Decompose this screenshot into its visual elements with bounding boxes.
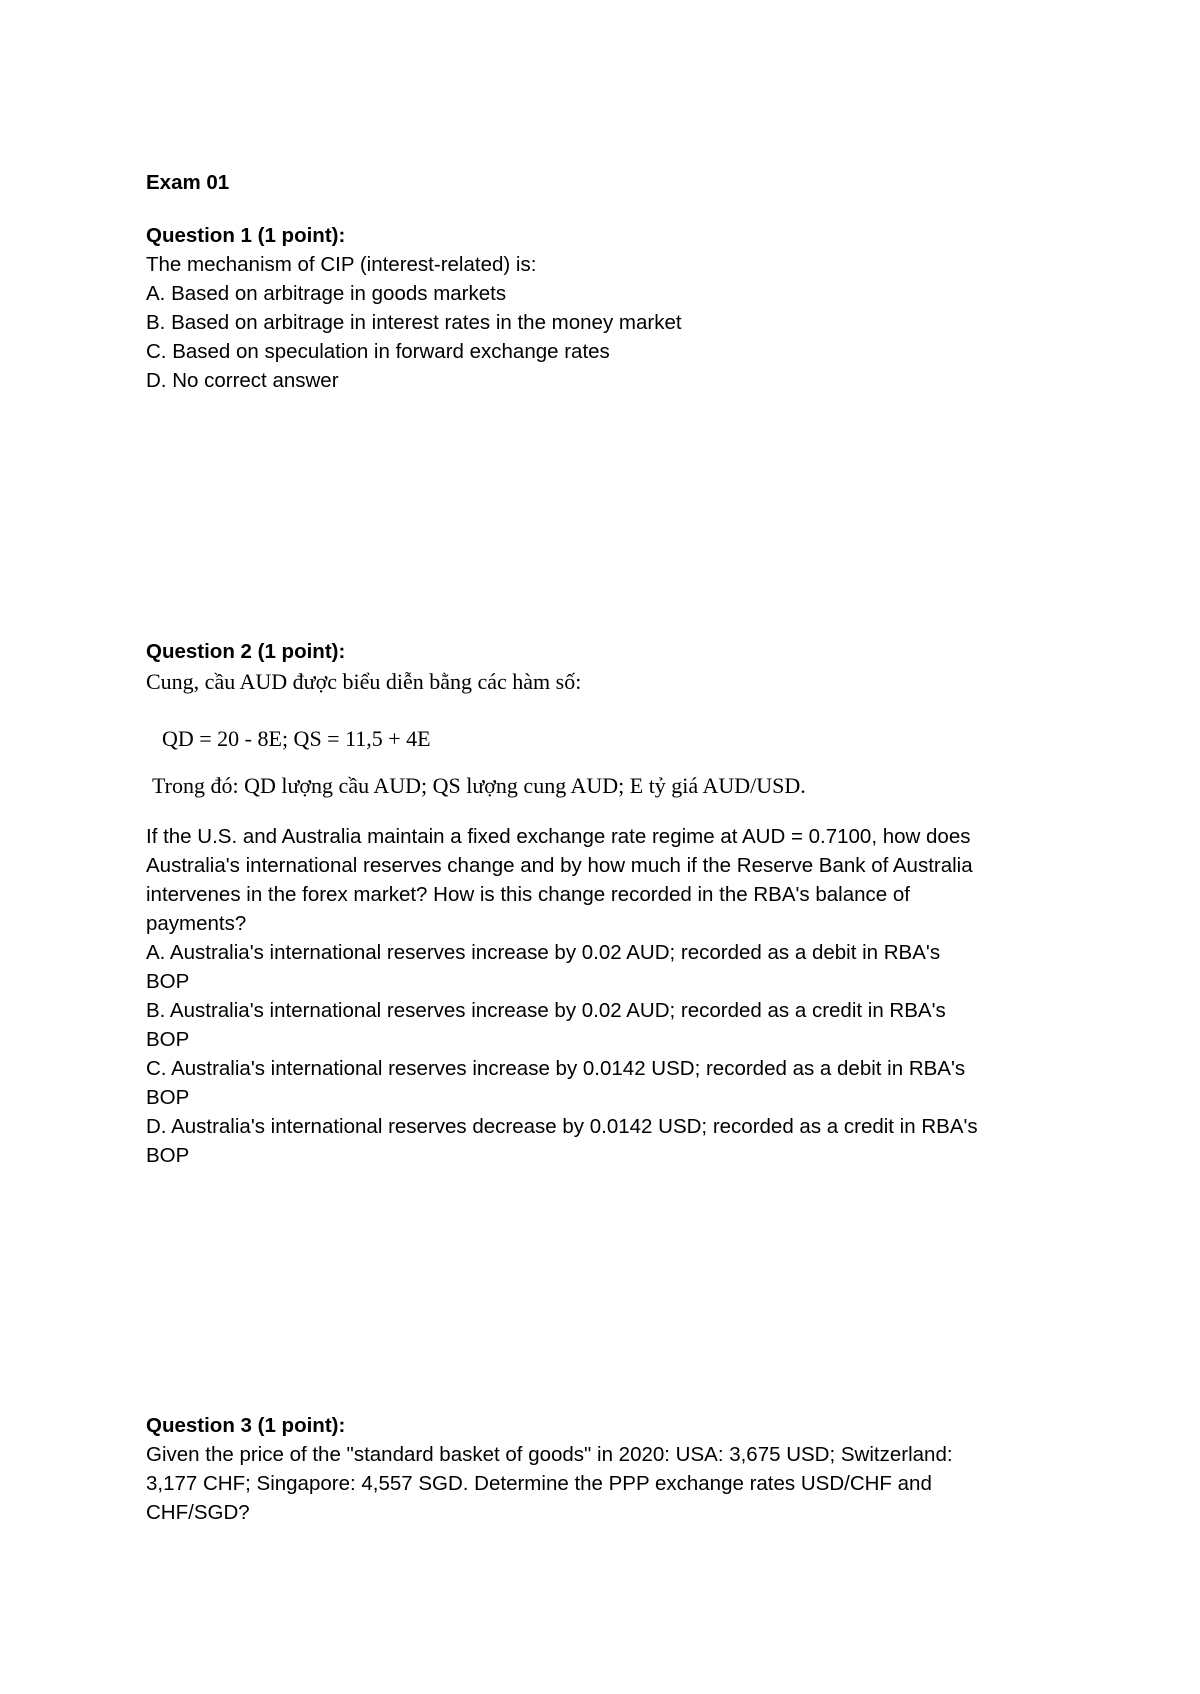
question-3-prompt-line: CHF/SGD? (146, 1501, 250, 1524)
question-1-option-b: B. Based on arbitrage in interest rates in the money market (146, 311, 682, 334)
question-2-prompt-line: intervenes in the forex market? How is this change recorded in the RBA's balance of (146, 883, 910, 906)
question-2-option-d: D. Australia's international reserves decrease by 0.0142 USD; recorded as a credit in RBA's (146, 1115, 978, 1138)
question-1-heading: Question 1 (1 point): (146, 224, 346, 247)
question-2-option-a-cont: BOP (146, 970, 190, 993)
question-1-option-c: C. Based on speculation in forward exchange rates (146, 340, 610, 363)
question-2-option-d-cont: BOP (146, 1144, 190, 1167)
question-2-definitions: Trong đó: QD lượng cầu AUD; QS lượng cung AUD; E tỷ giá AUD/USD. (152, 773, 806, 798)
question-2-option-c: C. Australia's international reserves increase by 0.0142 USD; recorded as a debit in RBA's (146, 1057, 966, 1080)
question-2-prompt-line: payments? (146, 912, 247, 935)
exam-title: Exam 01 (146, 171, 230, 194)
question-2-option-b: B. Australia's international reserves increase by 0.02 AUD; recorded as a credit in RBA's (146, 999, 946, 1022)
question-3-prompt-line: Given the price of the "standard basket of goods" in 2020: USA: 3,675 USD; Switzerland: (146, 1443, 953, 1466)
question-2-prompt-line: Australia's international reserves change and by how much if the Reserve Bank of Australia (146, 854, 973, 877)
question-3-prompt-line: 3,177 CHF; Singapore: 4,557 SGD. Determine the PPP exchange rates USD/CHF and (146, 1472, 932, 1495)
question-2-option-c-cont: BOP (146, 1086, 190, 1109)
question-2-intro: Cung, cầu AUD được biểu diễn bằng các hàm số: (146, 669, 582, 694)
question-2-option-b-cont: BOP (146, 1028, 190, 1051)
question-2-equation: QD = 20 - 8E; QS = 11,5 + 4E (162, 726, 431, 751)
question-1-option-d: D. No correct answer (146, 369, 339, 392)
question-1-option-a: A. Based on arbitrage in goods markets (146, 282, 507, 305)
question-1-prompt: The mechanism of CIP (interest-related) is: (146, 253, 537, 276)
question-3-heading: Question 3 (1 point): (146, 1414, 346, 1437)
question-2-prompt-line: If the U.S. and Australia maintain a fixed exchange rate regime at AUD = 0.7100, how does (146, 825, 971, 848)
question-2-heading: Question 2 (1 point): (146, 640, 346, 663)
question-2-option-a: A. Australia's international reserves increase by 0.02 AUD; recorded as a debit in RBA's (146, 941, 941, 964)
